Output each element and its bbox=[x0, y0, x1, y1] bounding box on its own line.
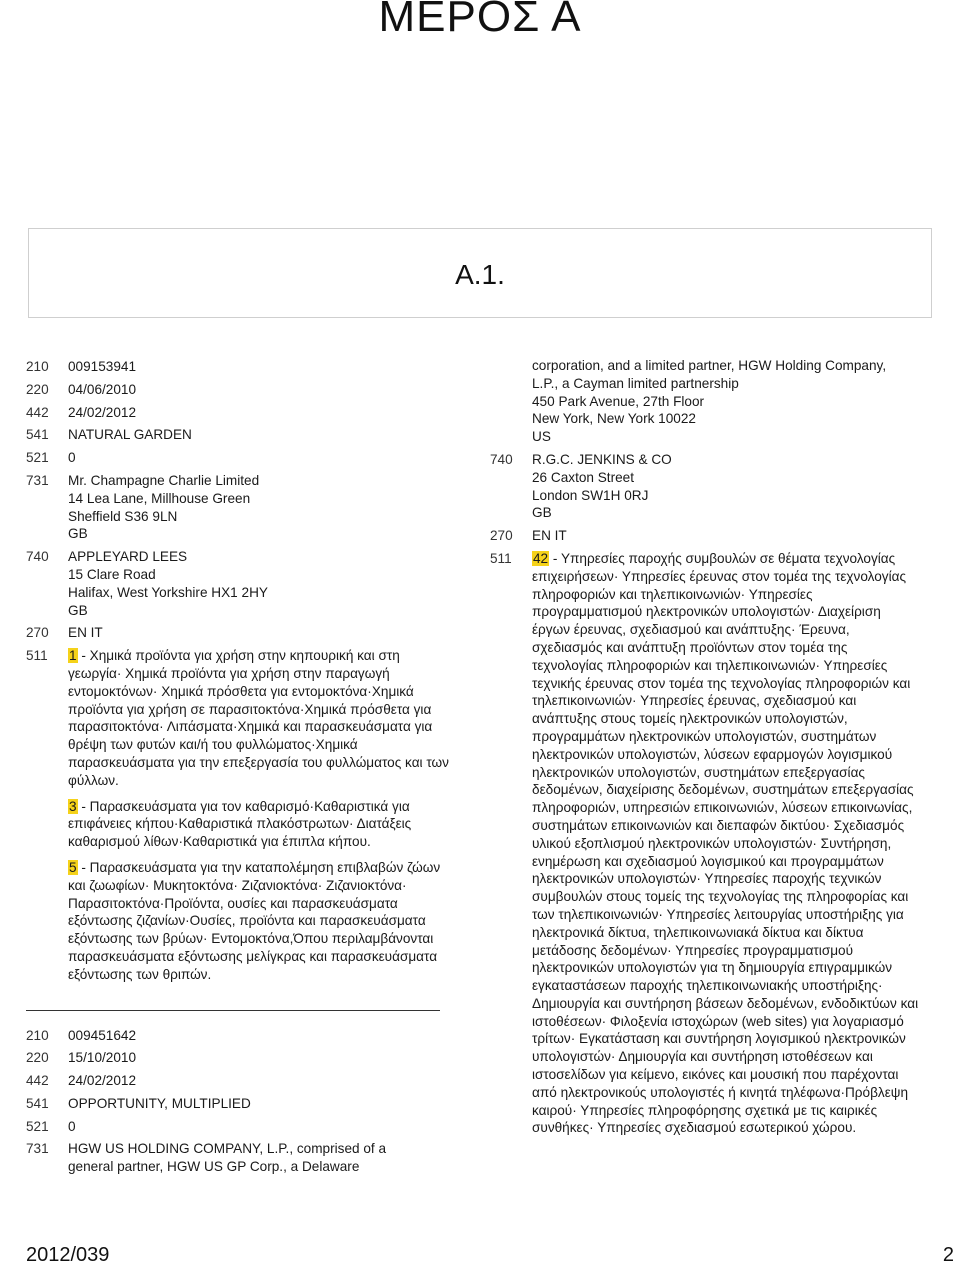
class-number-badge: 3 bbox=[69, 798, 77, 814]
field-code: 731 bbox=[26, 1141, 49, 1157]
page-title: ΜΕΡΟΣ Α bbox=[378, 0, 582, 41]
field-value: 0 bbox=[68, 1118, 76, 1134]
field-code: 541 bbox=[26, 427, 49, 443]
field-code: 220 bbox=[26, 1050, 49, 1066]
class-paragraph bbox=[68, 859, 451, 984]
field-442 bbox=[26, 1072, 451, 1090]
field-731 bbox=[26, 1140, 451, 1176]
address-line: general partner, HGW US GP Corp., a Delaware bbox=[68, 1159, 360, 1175]
address-line: HGW US HOLDING COMPANY, L.P., comprised of a bbox=[68, 1141, 387, 1157]
field-541 bbox=[26, 1095, 451, 1113]
class-paragraph bbox=[532, 550, 920, 1137]
class-paragraph bbox=[68, 647, 451, 789]
applicant-address bbox=[68, 472, 451, 543]
application-number: 009451642 bbox=[68, 1027, 137, 1043]
goods-services bbox=[68, 647, 451, 991]
address-line: Mr. Champagne Charlie Limited bbox=[68, 472, 260, 488]
field-code: 270 bbox=[26, 625, 49, 641]
address-line: 450 Park Avenue, 27th Floor bbox=[532, 393, 705, 409]
field-210 bbox=[26, 1027, 451, 1045]
trademark-name: OPPORTUNITY, MULTIPLIED bbox=[68, 1095, 251, 1111]
field-code: 511 bbox=[26, 648, 48, 664]
filing-date: 15/10/2010 bbox=[68, 1050, 137, 1066]
field-740 bbox=[490, 451, 920, 522]
field-442 bbox=[26, 404, 451, 422]
filing-date: 04/06/2010 bbox=[68, 381, 137, 397]
left-column bbox=[26, 358, 451, 1181]
field-code: 210 bbox=[26, 359, 49, 374]
field-521 bbox=[26, 1118, 451, 1136]
page-number: 2 bbox=[942, 1244, 954, 1266]
address-line: APPLEYARD LEES bbox=[68, 549, 188, 565]
field-521 bbox=[26, 449, 451, 467]
address-line: Sheffield S36 9LN bbox=[68, 508, 178, 524]
class-number-badge: 5 bbox=[69, 859, 77, 875]
class-paragraph bbox=[68, 798, 451, 851]
issue-number: 2012/039 bbox=[26, 1244, 110, 1266]
class-description: - Παρασκευάσματα για την καταπολέμηση επιβλαβών ζώων και ζωωφίων· Μυκητοκτόνα· Ζιζανιοκτόνα· Ζιζανιοκτόνα· Παρασιτοκτόνα·Προϊόντα, ουσίες και παρασκευάσματα εξόντωσης ζιζανίων·Ουσίες, προϊόντα και παρασκευάσματα εξόντωσης των βρύων· Εντομοκτόνα,Όπου περιλαμβάνονται παρασκευάσματα εξόντωσης μελίγκρας και παρασκευάσματα εξόντωσης των θριπών. bbox=[68, 859, 441, 982]
applicant-address bbox=[68, 1140, 451, 1176]
entry-divider bbox=[26, 1010, 440, 1011]
class-description: - Παρασκευάσματα για τον καθαρισμό·Καθαριστικά για επιφάνειες κήπου·Καθαριστικά πλακόστρωτων· Διατάξεις καθαρισμού λίθων·Καθαριστικά για έπιπλα κήπου. bbox=[68, 798, 412, 850]
address-line: 15 Clare Road bbox=[68, 566, 156, 582]
right-column bbox=[490, 357, 920, 1150]
field-220 bbox=[26, 381, 451, 399]
address-line: 14 Lea Lane, Millhouse Green bbox=[68, 490, 251, 506]
field-code: 521 bbox=[26, 450, 49, 466]
address-line: GB bbox=[68, 526, 88, 542]
field-code: 442 bbox=[26, 404, 49, 420]
field-270 bbox=[26, 624, 451, 642]
field-value: 0 bbox=[68, 450, 76, 466]
field-code: 220 bbox=[26, 381, 49, 397]
representative-address bbox=[68, 548, 451, 619]
class-description: - Χημικά προϊόντα για χρήση στην κηπουρική και στη γεωργία· Χημικά προϊόντα για χρήση στην παραγωγή εντομοκτόνων· Χημικά πρόσθετα για εντομοκτόνα·Χημικά προϊόντα για χρήση σε παρασιτοκτόνα·Χημικά πρόσθετα για παρασιτοκτόνα· Λιπάσματα·Χημικά και παρασκευάσματα για θρέψη των φυτών και/ή του φυλλώματος·Χημικά παρασκευάσματα για την επεξεργασία του φυλλώματος και των φύλλων. bbox=[68, 648, 449, 788]
field-511 bbox=[26, 647, 451, 991]
field-code: 541 bbox=[26, 1095, 49, 1111]
field-code: 270 bbox=[490, 528, 513, 544]
class-description: - Υπηρεσίες παροχής συμβουλών σε θέματα τεχνολογίας επιχειρήσεων· Υπηρεσίες έρευνας στον τομέα της τεχνολογίας πληροφοριών και τηλεπικοινωνιών· Υπηρεσίες προγραμματισμού ηλεκτρονικών υπολογιστών· Διαχείριση έργων έρευνας, σχεδιασμού και ανάπτυξης· Έρευνα, σχεδιασμός και ανάπτυξη προϊόντων στον τομέα της τεχνολογίας πληροφοριών και τηλεπικοινωνιών· Υπηρεσίες τεχνικής έρευνας στον τομέα της τεχνολογίας πληροφοριών και τηλεπικοινωνιών· Υπηρεσίες έρευνας, σχεδιασμού και ανάπτυξης στους τομείς ηλεκτρονικών υπολογιστών, προγραμμάτων ηλεκτρονικών υπολογιστών, συστημάτων ηλεκτρονικών υπολογιστών, λύσεων εφαρμογών λογισμικού ηλεκτρονικών υπολογιστών, συστημάτων επεξεργασίας δεδομένων, διαχείρισης δεδομένων, συστημάτων επεξεργασίας πληροφοριών, υπηρεσιών επικοινωνιών, λύσεων επικοινωνίας, συστημάτων επικοινωνιών και διεπαφών δικτύου· Σχεδιασμός υλικού εξοπλισμού ηλεκτρονικών υπολογιστών· Συντήρηση, ενημέρωση και σχεδιασμού λογισμικού και προγραμμάτων ηλεκτρονικών υπολογιστών· Υπηρεσίες παροχής τεχνικών συμβουλών στους τομείς της τεχνολογίας της πληροφορίας και των τηλεπικοινωνιών· Υπηρεσίες λειτουργίας υποστήριξης για ηλεκτρονικά δίκτυα, τηλεπικοινωνιακά δίκτυα και δίκτυα μετάδοσης δεδομένων· Υπηρεσίες προγραμματισμού ηλεκτρονικών υπολογιστών για τη δημιουργία επιγραμμικών εγκαταστάσεων παροχής τηλεπικοινωνιακής υποστήριξης· Δημιουργία και συντήρηση βάσεων δεδομένων, ενδοδικτύων και ιστοθέσεων· Φιλοξενία ιστοχώρων (web sites) για λογαριασμό τρίτων· Εγκατάσταση και συντήρηση λογισμικού ηλεκτρονικών υπολογιστών· Δημιουργία και συντήρηση ιστοθέσεων και ιστοσελίδων για κείμενο, εικόνες και μουσική που παρέχονται από ηλεκτρονικούς υπολογιστές ή κινητά τηλέφωνα·Πρόβλεψη καιρού· Υπηρεσίες πληροφόρησης σχετικά με τις καιρικές συνθήκες· Υπηρεσίες σχεδιασμού εσωτερικού χώρου. bbox=[532, 550, 919, 1136]
field-210 bbox=[26, 358, 451, 376]
field-code: 521 bbox=[26, 1118, 49, 1134]
application-number: 009153941 bbox=[68, 359, 137, 374]
field-code: 740 bbox=[26, 549, 49, 565]
address-line: US bbox=[532, 429, 551, 445]
address-line: R.G.C. JENKINS & CO bbox=[532, 451, 672, 467]
languages: EN IT bbox=[532, 528, 567, 544]
field-code: 442 bbox=[26, 1073, 49, 1089]
address-line: corporation, and a limited partner, HGW Holding Company, bbox=[532, 358, 887, 373]
address-line: L.P., a Cayman limited partnership bbox=[532, 375, 739, 391]
field-code: 740 bbox=[490, 451, 513, 467]
goods-services bbox=[532, 550, 920, 1145]
address-line: Halifax, West Yorkshire HX1 2HY bbox=[68, 584, 268, 600]
field-541 bbox=[26, 426, 451, 444]
field-code: 210 bbox=[26, 1027, 49, 1043]
section-label: A.1. bbox=[455, 259, 505, 290]
address-line: GB bbox=[68, 602, 88, 618]
languages: EN IT bbox=[68, 625, 103, 641]
field-731 bbox=[26, 472, 451, 543]
address-line: New York, New York 10022 bbox=[532, 411, 696, 427]
publication-date: 24/02/2012 bbox=[68, 404, 137, 420]
publication-date: 24/02/2012 bbox=[68, 1073, 137, 1089]
address-line: GB bbox=[532, 505, 552, 521]
class-number-badge: 42 bbox=[533, 550, 549, 566]
field-270 bbox=[490, 527, 920, 545]
field-220 bbox=[26, 1049, 451, 1067]
field-code: 731 bbox=[26, 472, 49, 488]
address-line: 26 Caxton Street bbox=[532, 469, 635, 485]
section-header-box bbox=[28, 228, 932, 318]
address-line: London SW1H 0RJ bbox=[532, 487, 649, 503]
field-code: 511 bbox=[490, 550, 512, 566]
representative-address bbox=[532, 451, 920, 522]
trademark-name: NATURAL GARDEN bbox=[68, 427, 192, 443]
field-740 bbox=[26, 548, 451, 619]
applicant-address-continued bbox=[532, 357, 920, 446]
field-511 bbox=[490, 550, 920, 1145]
class-number-badge: 1 bbox=[69, 648, 77, 664]
